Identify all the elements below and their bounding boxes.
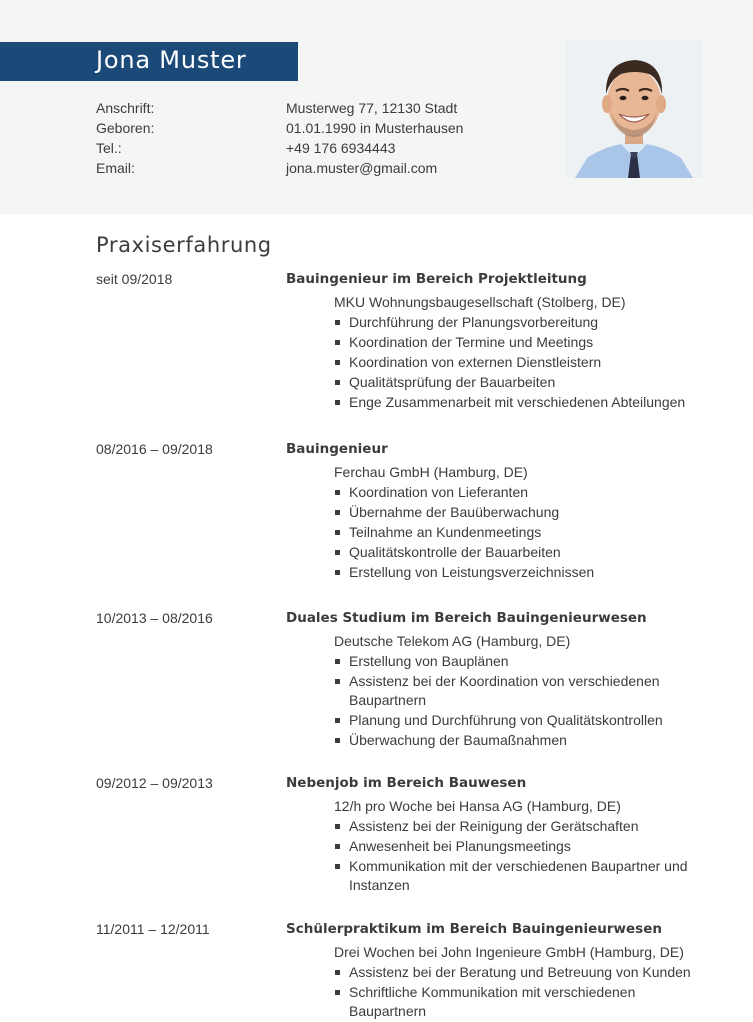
entry-company: 12/h pro Woche bei Hansa AG (Hamburg, DE) xyxy=(334,798,621,814)
entry-company: Ferchau GmbH (Hamburg, DE) xyxy=(334,464,528,480)
section-title-experience: Praxiserfahrung xyxy=(96,233,272,257)
list-item: Planung und Durchführung von Qualitätskontrollen xyxy=(334,711,704,730)
profile-photo xyxy=(565,40,703,178)
entry-date: 09/2012 – 09/2013 xyxy=(96,775,213,791)
person-name: Jona Muster xyxy=(96,46,247,74)
list-item: Qualitätsprüfung der Bauarbeiten xyxy=(334,373,704,392)
list-item: Übernahme der Bauüberwachung xyxy=(334,503,704,522)
experience-entry xyxy=(96,609,716,759)
contact-label: Geboren: xyxy=(96,120,155,136)
experience-entry xyxy=(96,270,716,420)
list-item: Kommunikation mit der verschiedenen Baupartner und Instanzen xyxy=(334,857,704,894)
list-item: Teilnahme an Kundenmeetings xyxy=(334,523,704,542)
entry-task-list xyxy=(334,313,704,413)
entry-date: seit 09/2018 xyxy=(96,271,173,287)
list-item: Qualitätskontrolle der Bauarbeiten xyxy=(334,543,704,562)
entry-date: 08/2016 – 09/2018 xyxy=(96,441,213,457)
contact-value: jona.muster@gmail.com xyxy=(286,160,438,176)
list-item: Koordination von Lieferanten xyxy=(334,483,704,502)
contact-row-email xyxy=(96,158,463,178)
entry-task-list xyxy=(334,817,704,896)
list-item: Assistenz bei der Beratung und Betreuung von Kunden xyxy=(334,963,704,982)
contact-value: +49 176 6934443 xyxy=(286,140,396,156)
list-item: Überwachung der Baumaßnahmen xyxy=(334,731,704,750)
list-item: Schriftliche Kommunikation mit verschiedenen Baupartnern xyxy=(334,983,704,1020)
entry-role: Schülerpraktikum im Bereich Bauingenieurwesen xyxy=(286,921,662,937)
experience-entry xyxy=(96,774,716,904)
person-portrait-icon xyxy=(565,40,703,178)
experience-entry xyxy=(96,440,716,590)
entry-task-list xyxy=(334,483,704,583)
list-item: Koordination von externen Dienstleistern xyxy=(334,353,704,372)
contact-value: 01.01.1990 in Musterhausen xyxy=(286,120,464,136)
contact-block xyxy=(96,98,463,178)
contact-value: Musterweg 77, 12130 Stadt xyxy=(286,100,458,116)
entry-role: Bauingenieur im Bereich Projektleitung xyxy=(286,271,587,287)
list-item: Koordination der Termine und Meetings xyxy=(334,333,704,352)
contact-row-phone xyxy=(96,138,463,158)
entry-task-list xyxy=(334,963,704,1022)
contact-row-birth xyxy=(96,118,463,138)
list-item: Assistenz bei der Reinigung der Gerätschaften xyxy=(334,817,704,836)
list-item: Durchführung der Planungsvorbereitung xyxy=(334,313,704,332)
entry-date: 10/2013 – 08/2016 xyxy=(96,610,213,626)
list-item: Anwesenheit bei Planungsmeetings xyxy=(334,837,704,856)
contact-label: Email: xyxy=(96,160,135,176)
entry-task-list xyxy=(334,652,704,751)
entry-company: Drei Wochen bei John Ingenieure GmbH (Hamburg, DE) xyxy=(334,944,684,960)
experience-entry xyxy=(96,920,716,1019)
contact-label: Tel.: xyxy=(96,140,122,156)
contact-label: Anschrift: xyxy=(96,100,155,116)
list-item: Erstellung von Leistungsverzeichnissen xyxy=(334,563,704,582)
entry-role: Bauingenieur xyxy=(286,441,388,457)
list-item: Assistenz bei der Koordination von verschiedenen Baupartnern xyxy=(334,672,704,709)
list-item: Enge Zusammenarbeit mit verschiedenen Abteilungen xyxy=(334,393,704,412)
entry-date: 11/2011 – 12/2011 xyxy=(96,921,210,937)
entry-role: Duales Studium im Bereich Bauingenieurwesen xyxy=(286,610,647,626)
list-item: Erstellung von Bauplänen xyxy=(334,652,704,671)
entry-company: Deutsche Telekom AG (Hamburg, DE) xyxy=(334,633,571,649)
contact-row-address xyxy=(96,98,463,118)
entry-role: Nebenjob im Bereich Bauwesen xyxy=(286,775,527,791)
entry-company: MKU Wohnungsbaugesellschaft (Stolberg, DE) xyxy=(334,294,626,310)
